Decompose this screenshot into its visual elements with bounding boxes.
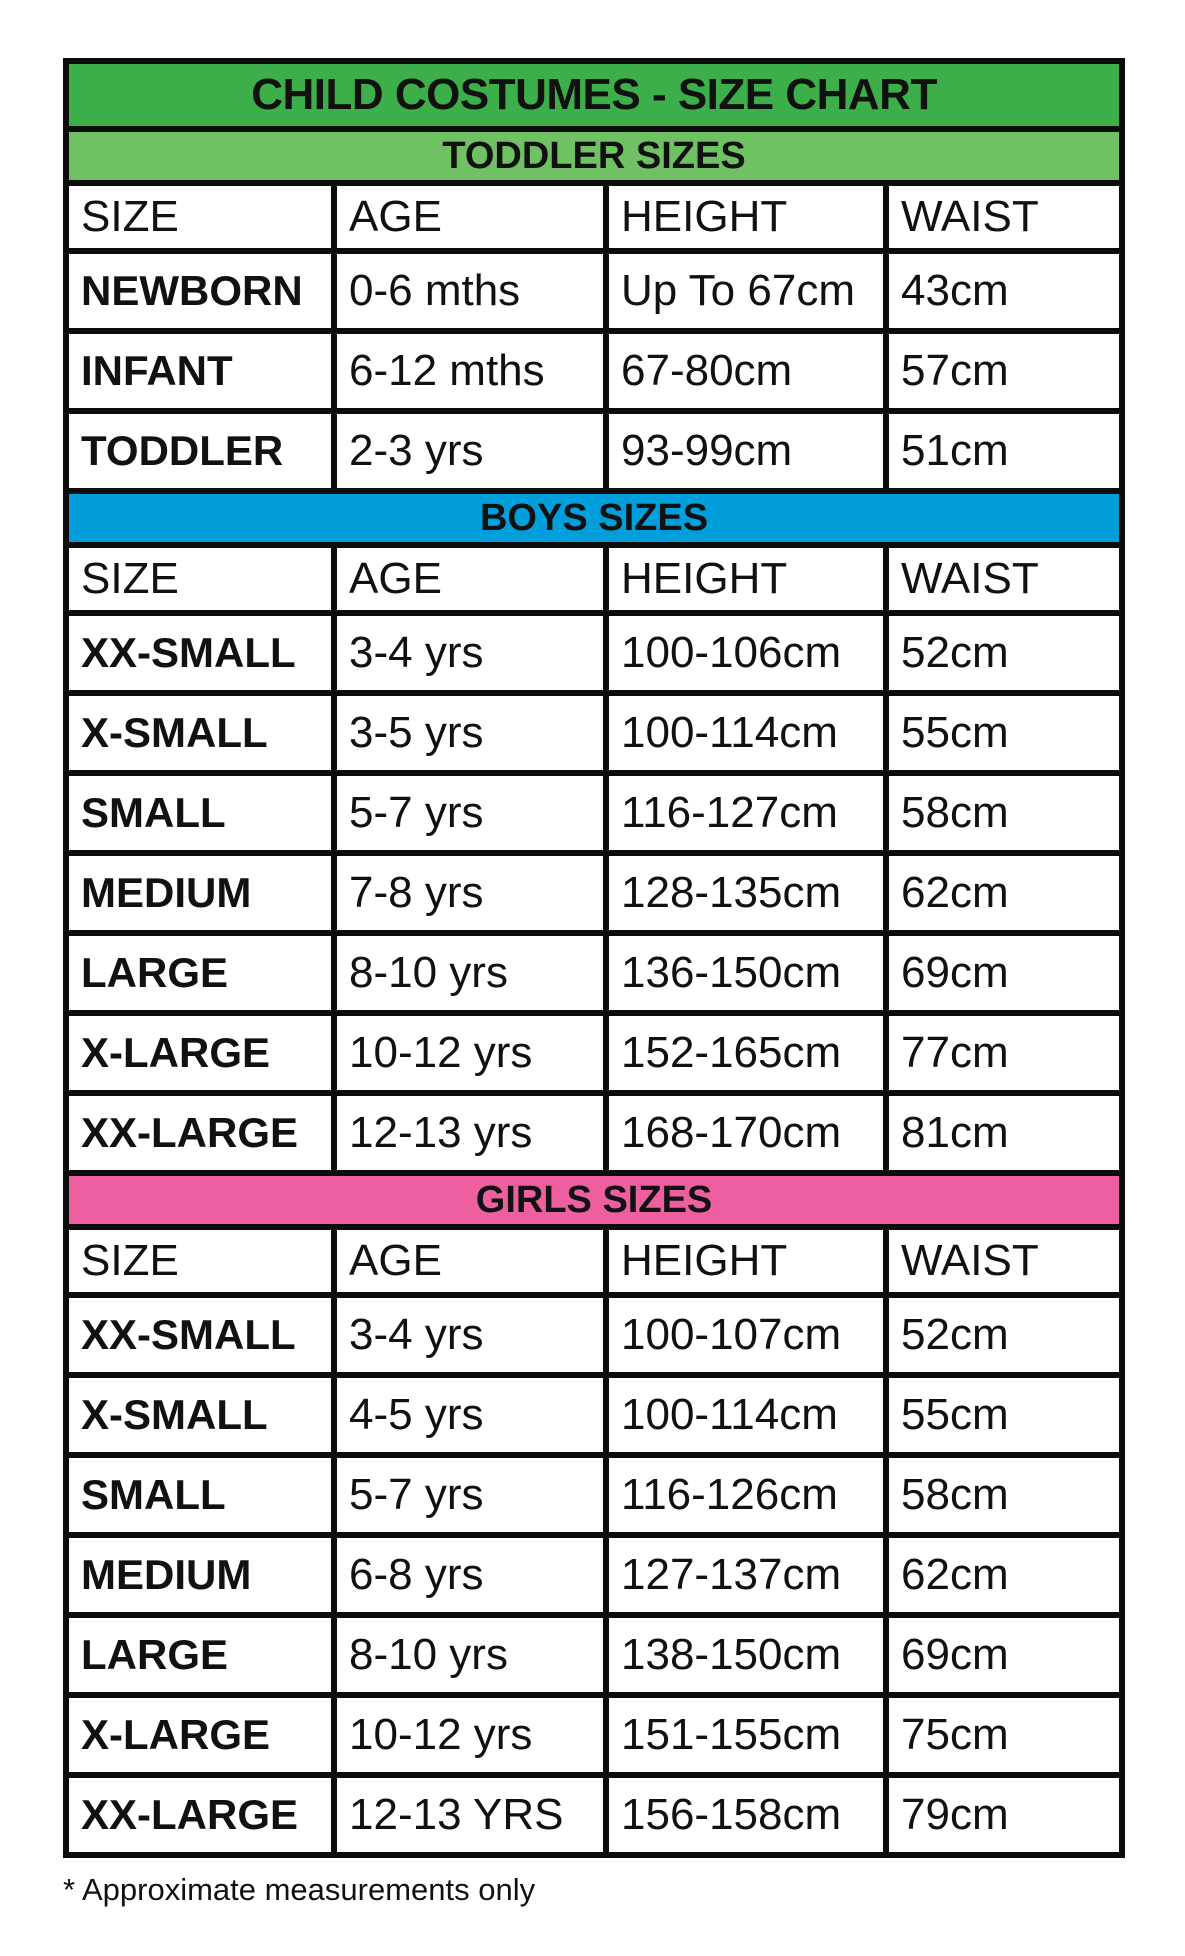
- waist-cell: 69cm: [886, 1615, 1122, 1695]
- height-cell: 100-114cm: [606, 693, 886, 773]
- age-cell: 0-6 mths: [334, 251, 606, 331]
- height-cell: 67-80cm: [606, 331, 886, 411]
- waist-cell: 58cm: [886, 773, 1122, 853]
- size-chart-table: [63, 58, 1125, 1858]
- title-row: [66, 61, 1122, 129]
- size-cell: INFANT: [66, 331, 334, 411]
- waist-cell: 43cm: [886, 251, 1122, 331]
- height-cell: 127-137cm: [606, 1535, 886, 1615]
- size-cell: X-SMALL: [66, 693, 334, 773]
- age-cell: 8-10 yrs: [334, 933, 606, 1013]
- size-cell: LARGE: [66, 1615, 334, 1695]
- size-cell: MEDIUM: [66, 853, 334, 933]
- age-cell: 12-13 YRS: [334, 1775, 606, 1855]
- column-header-height: HEIGHT: [606, 183, 886, 251]
- waist-cell: 55cm: [886, 1375, 1122, 1455]
- size-cell: NEWBORN: [66, 251, 334, 331]
- girls-column-header-row: [66, 1227, 1122, 1295]
- size-cell: SMALL: [66, 773, 334, 853]
- column-header-age: AGE: [334, 1227, 606, 1295]
- height-cell: 138-150cm: [606, 1615, 886, 1695]
- size-cell: SMALL: [66, 1455, 334, 1535]
- table-row: [66, 693, 1122, 773]
- age-cell: 10-12 yrs: [334, 1013, 606, 1093]
- size-cell: X-SMALL: [66, 1375, 334, 1455]
- table-row: [66, 1455, 1122, 1535]
- height-cell: 152-165cm: [606, 1013, 886, 1093]
- size-cell: TODDLER: [66, 411, 334, 491]
- column-header-size: SIZE: [66, 545, 334, 613]
- table-row: [66, 773, 1122, 853]
- section-banner-boys: [66, 491, 1122, 545]
- waist-cell: 69cm: [886, 933, 1122, 1013]
- age-cell: 10-12 yrs: [334, 1695, 606, 1775]
- column-header-size: SIZE: [66, 183, 334, 251]
- waist-cell: 62cm: [886, 1535, 1122, 1615]
- size-cell: X-LARGE: [66, 1695, 334, 1775]
- table-row: [66, 331, 1122, 411]
- height-cell: 93-99cm: [606, 411, 886, 491]
- waist-cell: 77cm: [886, 1013, 1122, 1093]
- height-cell: 116-127cm: [606, 773, 886, 853]
- height-cell: 100-114cm: [606, 1375, 886, 1455]
- column-header-size: SIZE: [66, 1227, 334, 1295]
- waist-cell: 81cm: [886, 1093, 1122, 1173]
- table-row: [66, 1013, 1122, 1093]
- height-cell: 136-150cm: [606, 933, 886, 1013]
- section-banner-toddler-label: TODDLER SIZES: [66, 129, 1122, 183]
- section-banner-boys-label: BOYS SIZES: [66, 491, 1122, 545]
- table-row: [66, 251, 1122, 331]
- height-cell: 128-135cm: [606, 853, 886, 933]
- waist-cell: 57cm: [886, 331, 1122, 411]
- age-cell: 4-5 yrs: [334, 1375, 606, 1455]
- table-row: [66, 411, 1122, 491]
- column-header-age: AGE: [334, 183, 606, 251]
- size-cell: MEDIUM: [66, 1535, 334, 1615]
- footnote: * Approximate measurements only: [63, 1872, 536, 1907]
- table-row: [66, 1375, 1122, 1455]
- table-row: [66, 1615, 1122, 1695]
- waist-cell: 52cm: [886, 613, 1122, 693]
- height-cell: 151-155cm: [606, 1695, 886, 1775]
- height-cell: 100-106cm: [606, 613, 886, 693]
- toddler-column-header-row: [66, 183, 1122, 251]
- section-banner-girls: [66, 1173, 1122, 1227]
- table-row: [66, 613, 1122, 693]
- column-header-height: HEIGHT: [606, 545, 886, 613]
- size-cell: X-LARGE: [66, 1013, 334, 1093]
- age-cell: 6-12 mths: [334, 331, 606, 411]
- size-cell: XX-LARGE: [66, 1775, 334, 1855]
- table-row: [66, 1695, 1122, 1775]
- column-header-waist: WAIST: [886, 1227, 1122, 1295]
- waist-cell: 79cm: [886, 1775, 1122, 1855]
- waist-cell: 62cm: [886, 853, 1122, 933]
- table-row: [66, 1775, 1122, 1855]
- chart-title: CHILD COSTUMES - SIZE CHART: [66, 61, 1122, 129]
- age-cell: 5-7 yrs: [334, 773, 606, 853]
- column-header-waist: WAIST: [886, 183, 1122, 251]
- size-cell: XX-LARGE: [66, 1093, 334, 1173]
- size-cell: LARGE: [66, 933, 334, 1013]
- age-cell: 6-8 yrs: [334, 1535, 606, 1615]
- height-cell: 100-107cm: [606, 1295, 886, 1375]
- age-cell: 3-5 yrs: [334, 693, 606, 773]
- column-header-height: HEIGHT: [606, 1227, 886, 1295]
- age-cell: 3-4 yrs: [334, 1295, 606, 1375]
- table-row: [66, 853, 1122, 933]
- waist-cell: 51cm: [886, 411, 1122, 491]
- age-cell: 8-10 yrs: [334, 1615, 606, 1695]
- height-cell: 168-170cm: [606, 1093, 886, 1173]
- size-cell: XX-SMALL: [66, 1295, 334, 1375]
- waist-cell: 52cm: [886, 1295, 1122, 1375]
- age-cell: 3-4 yrs: [334, 613, 606, 693]
- column-header-waist: WAIST: [886, 545, 1122, 613]
- waist-cell: 55cm: [886, 693, 1122, 773]
- size-cell: XX-SMALL: [66, 613, 334, 693]
- waist-cell: 58cm: [886, 1455, 1122, 1535]
- waist-cell: 75cm: [886, 1695, 1122, 1775]
- column-header-age: AGE: [334, 545, 606, 613]
- height-cell: 156-158cm: [606, 1775, 886, 1855]
- age-cell: 7-8 yrs: [334, 853, 606, 933]
- age-cell: 5-7 yrs: [334, 1455, 606, 1535]
- age-cell: 2-3 yrs: [334, 411, 606, 491]
- height-cell: Up To 67cm: [606, 251, 886, 331]
- section-banner-toddler: [66, 129, 1122, 183]
- boys-column-header-row: [66, 545, 1122, 613]
- age-cell: 12-13 yrs: [334, 1093, 606, 1173]
- section-banner-girls-label: GIRLS SIZES: [66, 1173, 1122, 1227]
- height-cell: 116-126cm: [606, 1455, 886, 1535]
- table-row: [66, 1535, 1122, 1615]
- table-row: [66, 1093, 1122, 1173]
- table-row: [66, 933, 1122, 1013]
- table-row: [66, 1295, 1122, 1375]
